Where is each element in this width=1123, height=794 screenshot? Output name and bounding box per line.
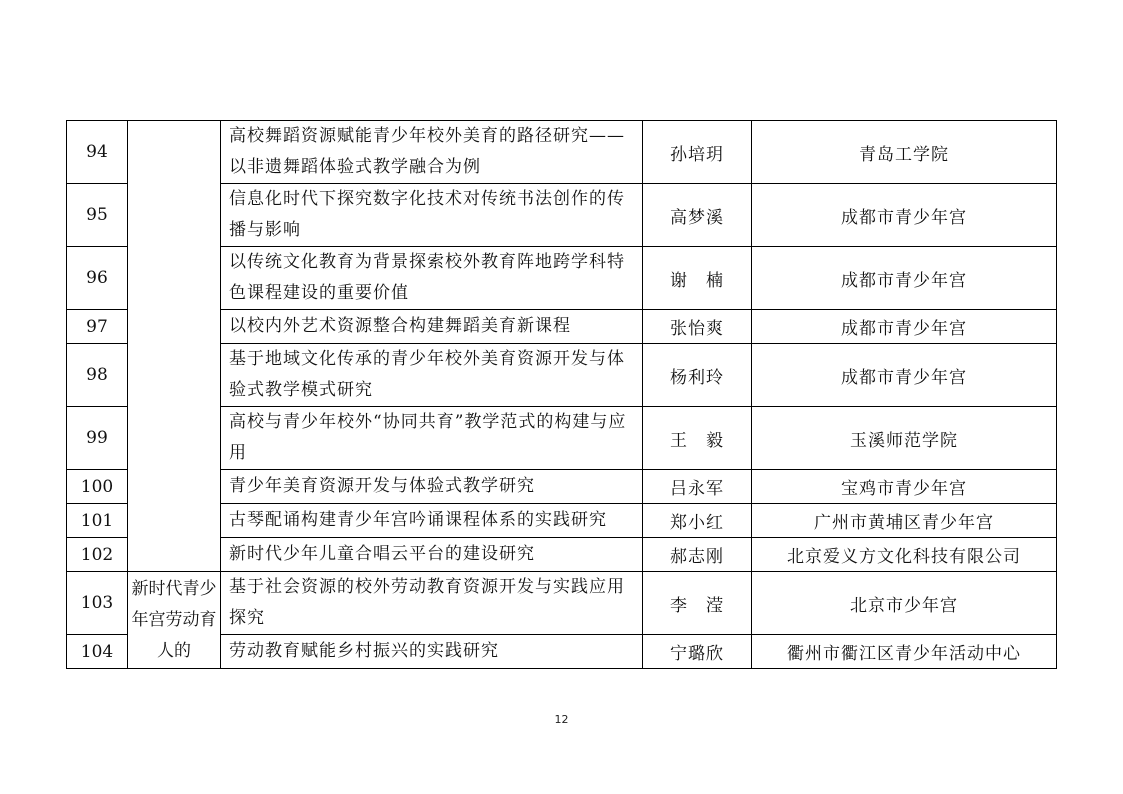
- project-title: 基于地域文化传承的青少年校外美育资源开发与体验式教学模式研究: [221, 344, 643, 407]
- organization: 宝鸡市青少年宫: [752, 470, 1057, 504]
- table-row: [67, 121, 1057, 184]
- table-row: [67, 572, 1057, 635]
- organization: 成都市青少年宫: [752, 344, 1057, 407]
- category-cell-empty: [128, 121, 221, 572]
- organization: 北京市少年宫: [752, 572, 1057, 635]
- author-name: 郑小红: [643, 504, 752, 538]
- page-number: 12: [554, 713, 569, 726]
- category-cell: [128, 572, 221, 669]
- row-number: 103: [67, 572, 128, 635]
- author-name: 杨利玲: [643, 344, 752, 407]
- row-number: 98: [67, 344, 128, 407]
- author-name: 高梦溪: [643, 184, 752, 247]
- author-name: 王 毅: [643, 407, 752, 470]
- organization: 成都市青少年宫: [752, 310, 1057, 344]
- project-title: 青少年美育资源开发与体验式教学研究: [221, 470, 643, 504]
- organization: 玉溪师范学院: [752, 407, 1057, 470]
- project-title: 信息化时代下探究数字化技术对传统书法创作的传播与影响: [221, 184, 643, 247]
- author-name: 郝志刚: [643, 538, 752, 572]
- organization: 北京爱义方文化科技有限公司: [752, 538, 1057, 572]
- row-number: 99: [67, 407, 128, 470]
- project-title: 高校与青少年校外“协同共育”教学范式的构建与应用: [221, 407, 643, 470]
- row-number: 102: [67, 538, 128, 572]
- organization: 青岛工学院: [752, 121, 1057, 184]
- project-title: 以传统文化教育为背景探索校外教育阵地跨学科特色课程建设的重要价值: [221, 247, 643, 310]
- row-number: 101: [67, 504, 128, 538]
- row-number: 96: [67, 247, 128, 310]
- organization: 成都市青少年宫: [752, 184, 1057, 247]
- author-name: 宁璐欣: [643, 635, 752, 669]
- author-name: 张怡爽: [643, 310, 752, 344]
- project-title: 古琴配诵构建青少年宫吟诵课程体系的实践研究: [221, 504, 643, 538]
- row-number: 97: [67, 310, 128, 344]
- organization: 成都市青少年宫: [752, 247, 1057, 310]
- row-number: 95: [67, 184, 128, 247]
- project-title: 以校内外艺术资源整合构建舞蹈美育新课程: [221, 310, 643, 344]
- author-name: 谢 楠: [643, 247, 752, 310]
- author-name: 李 滢: [643, 572, 752, 635]
- project-title: 高校舞蹈资源赋能青少年校外美育的路径研究——以非遗舞蹈体验式教学融合为例: [221, 121, 643, 184]
- row-number: 104: [67, 635, 128, 669]
- project-title: 劳动教育赋能乡村振兴的实践研究: [221, 635, 643, 669]
- author-name: 孙培玥: [643, 121, 752, 184]
- category-label: 新时代青少年宫劳动育人的: [131, 578, 217, 661]
- project-title: 新时代少年儿童合唱云平台的建设研究: [221, 538, 643, 572]
- project-list-table: [66, 120, 1057, 669]
- row-number: 100: [67, 470, 128, 504]
- organization: 衢州市衢江区青少年活动中心: [752, 635, 1057, 669]
- row-number: 94: [67, 121, 128, 184]
- project-title: 基于社会资源的校外劳动教育资源开发与实践应用探究: [221, 572, 643, 635]
- author-name: 吕永军: [643, 470, 752, 504]
- organization: 广州市黄埔区青少年宫: [752, 504, 1057, 538]
